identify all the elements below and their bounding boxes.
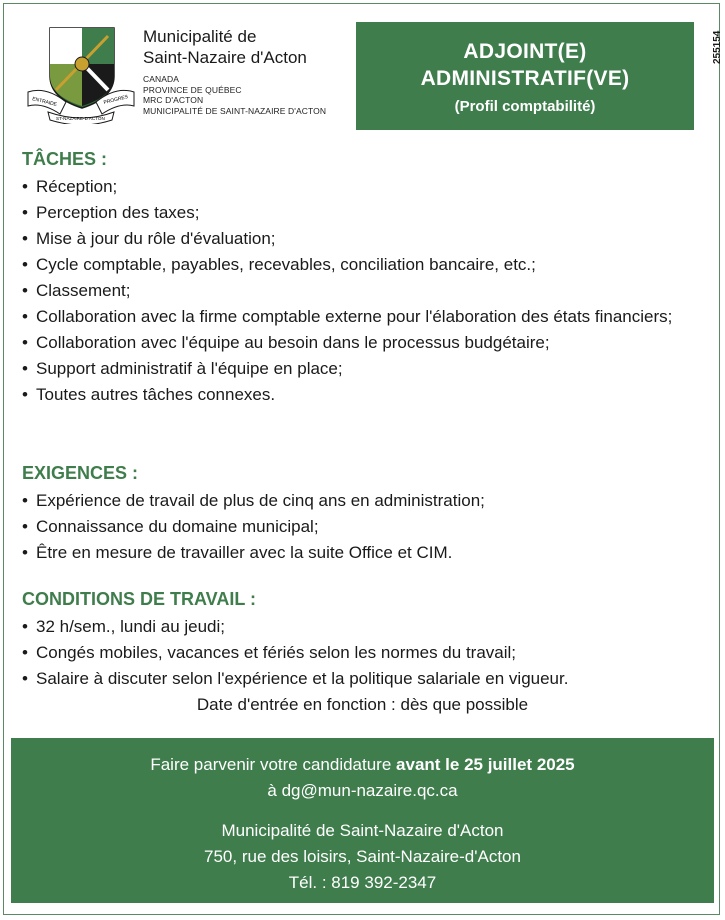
taches-list (22, 174, 702, 408)
municipality-block (143, 26, 343, 116)
address-line2: 750, rue des loisirs, Saint-Nazaire-d'Acton (204, 847, 521, 866)
municipality-name-line2: Saint-Nazaire d'Acton (143, 48, 307, 67)
muni-sub-line: MRC D'ACTON (143, 95, 204, 105)
email-line[interactable]: à dg@mun-nazaire.qc.ca (267, 781, 458, 800)
municipal-coat-of-arms-icon (26, 24, 136, 124)
list-item: • Connaissance du domaine municipal; (22, 517, 319, 536)
muni-sub-line: CANADA (143, 74, 180, 84)
section-taches (22, 148, 702, 408)
list-item: • Mise à jour du rôle d'évaluation; (22, 229, 276, 248)
list-item: • 32 h/sem., lundi au jeudi; (22, 617, 226, 636)
logo-banner-bottom: ST-NAZAIRE-D'ACTON (56, 116, 105, 121)
section-heading: EXIGENCES : (22, 463, 139, 483)
municipality-name-line1: Municipalité de (143, 27, 257, 46)
list-item: • Expérience de travail de plus de cinq ans en administration; (22, 491, 485, 510)
section-exigences (22, 462, 702, 566)
job-title-box (356, 22, 694, 130)
municipality-name (143, 26, 343, 68)
start-date: Date d'entrée en fonction : dès que possible (196, 695, 529, 714)
list-item: • Cycle comptable, payables, recevables, conciliation bancaire, etc.; (22, 255, 536, 274)
section-heading: TÂCHES : (22, 149, 107, 169)
list-item: • Collaboration avec l'équipe au besoin dans le processus budgétaire; (22, 333, 550, 352)
muni-sub-line: PROVINCE DE QUÉBEC (143, 84, 242, 95)
section-conditions (22, 588, 702, 692)
apply-deadline: avant le 25 juillet 2025 (396, 755, 575, 774)
phone-line: Tél. : 819 392-2347 (288, 873, 437, 892)
muni-sub-line: MUNICIPALITÉ DE SAINT-NAZAIRE D'ACTON (143, 105, 327, 116)
exigences-list (22, 488, 702, 566)
list-item: • Support administratif à l'équipe en place; (22, 359, 343, 378)
list-item: • Réception; (22, 177, 118, 196)
list-item: • Être en mesure de travailler avec la suite Office et CIM. (22, 543, 453, 562)
job-title-line1: ADJOINT(E) (463, 40, 587, 63)
ad-reference-code: 255154 (712, 30, 723, 64)
list-item: • Toutes autres tâches connexes. (22, 385, 276, 404)
job-title-line2: ADMINISTRATIF(VE) (420, 67, 630, 90)
apply-prefix: Faire parvenir votre candidature (150, 755, 397, 774)
apply-line (11, 752, 714, 778)
list-item: • Congés mobiles, vacances et fériés selon les normes du travail; (22, 643, 517, 662)
conditions-list (22, 614, 702, 692)
list-item: • Collaboration avec la firme comptable externe pour l'élaboration des états financiers; (22, 307, 673, 326)
application-footer (11, 738, 714, 903)
logo-banner-left: ENTRAIDE (31, 96, 58, 109)
address-line1: Municipalité de Saint-Nazaire d'Acton (221, 821, 504, 840)
list-item: • Salaire à discuter selon l'expérience et la politique salariale en vigueur. (22, 669, 569, 688)
municipality-subtitle (143, 74, 343, 116)
section-heading: CONDITIONS DE TRAVAIL : (22, 589, 256, 609)
job-profile: (Profil comptabilité) (454, 98, 596, 115)
list-item: • Classement; (22, 281, 131, 300)
list-item: • Perception des taxes; (22, 203, 200, 222)
logo-banner-right: PROGRES (103, 94, 129, 106)
